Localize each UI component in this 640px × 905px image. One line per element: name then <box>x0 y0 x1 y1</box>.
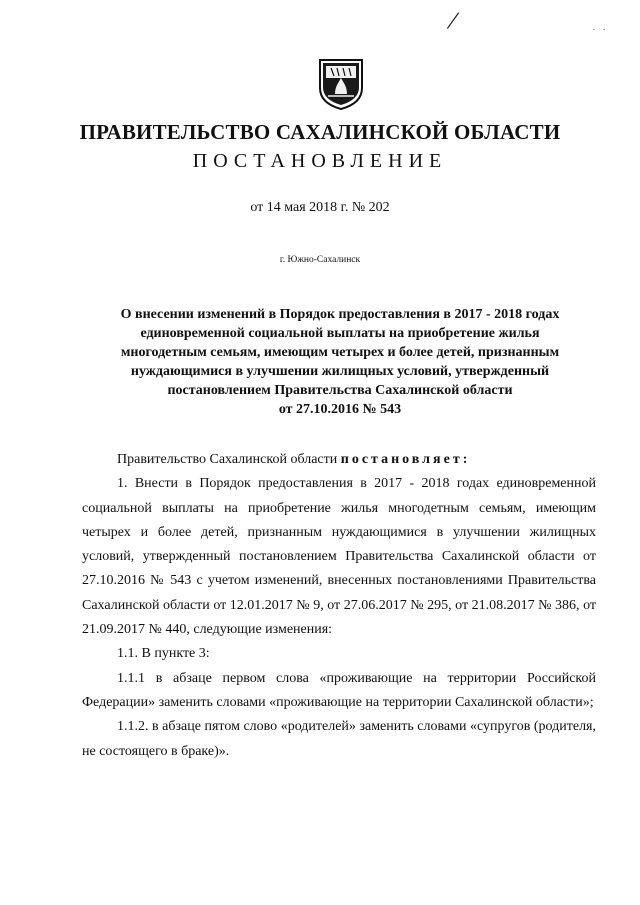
paragraph-1-1-2: 1.1.2. в абзаце пятом слово «родителей» заменить словами «супругов (родителя, не состоящего в браке)». <box>82 719 596 759</box>
intro-paragraph <box>82 448 596 472</box>
paragraph-1-1-1: 1.1.1 в абзаце первом слова «проживающие на территории Российской Федерации» заменить словами «проживающие на территории Сахалинской области»; <box>82 670 596 710</box>
paragraph-1: 1. Внести в Порядок предоставления в 2017 - 2018 годах единовременной социальной выплаты на приобретение жилья многодетным семьям, имеющим четырех и более детей, признанным нуждающимися в улучшении жилищных условий, утвержденный постановлением Правительства Сахалинской области от 27.10.2016 № 543 с учетом изменений, внесенных постановлениями Правительства Сахалинской области от 12.01.2017 № 9, от 27.06.2017 № 295, от 21.08.2017 № 386, от 21.09.2017 № 440, следующие изменения: <box>82 476 596 638</box>
coat-of-arms-icon <box>318 58 364 110</box>
title-line: нуждающимися в улучшении жилищных условий, утвержденный <box>130 364 550 379</box>
city-name: г. Южно-Сахалинск <box>279 255 361 265</box>
scan-dots: · · <box>592 24 609 36</box>
document-title <box>100 305 580 419</box>
paragraph-1-1: 1.1. В пункте 3: <box>117 646 210 662</box>
intro-verb: постановляет: <box>340 452 471 467</box>
handwritten-mark: / <box>447 5 459 36</box>
government-title: ПРАВИТЕЛЬСТВО САХАЛИНСКОЙ ОБЛАСТИ <box>79 120 561 144</box>
title-line: постановлением Правительства Сахалинской области <box>167 383 513 398</box>
title-line: от 27.10.2016 № 543 <box>278 402 402 417</box>
document-body <box>82 448 596 764</box>
title-line: многодетным семьям, имеющим четырех и более детей, признанным <box>120 345 560 360</box>
title-line: единовременной социальной выплаты на приобретение жилья <box>140 326 540 341</box>
decree-date-number: от 14 мая 2018 г. № 202 <box>250 200 390 215</box>
resolution-heading: ПОСТАНОВЛЕНИЕ <box>192 150 448 172</box>
title-line: О внесении изменений в Порядок предоставления в 2017 - 2018 годах <box>120 307 560 322</box>
intro-text: Правительство Сахалинской области <box>117 452 341 467</box>
